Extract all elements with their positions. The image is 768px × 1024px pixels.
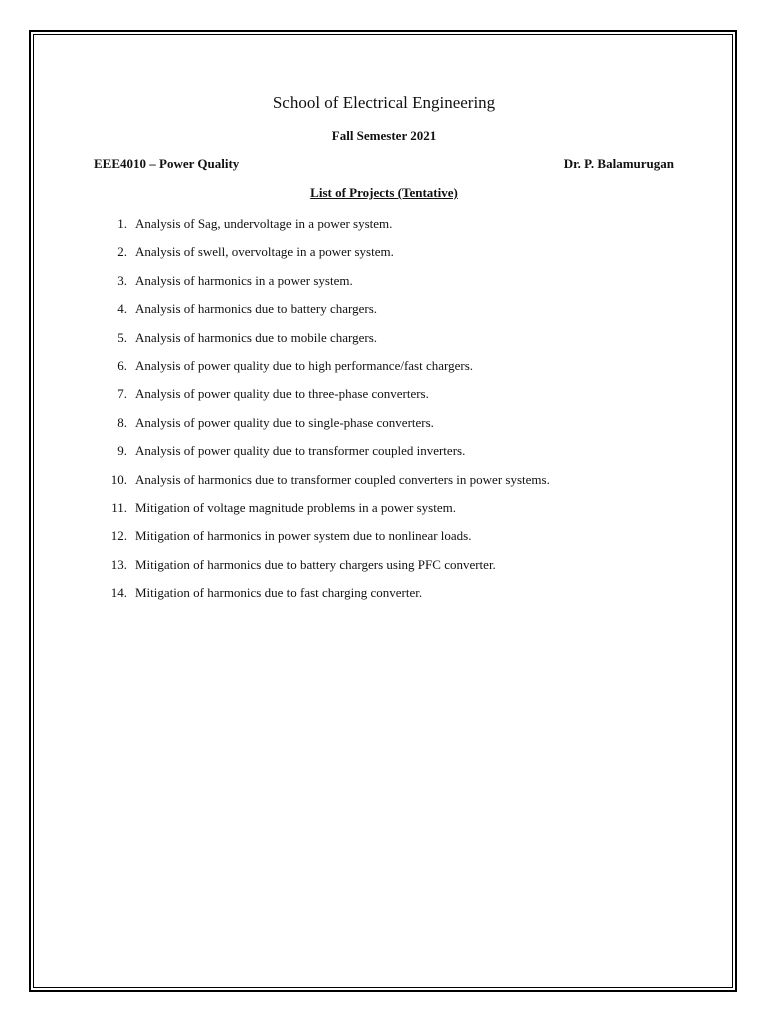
course-title: EEE4010 – Power Quality	[94, 156, 240, 171]
item-text: Analysis of power quality due to transformer coupled inverters.	[135, 443, 466, 459]
item-text: Mitigation of voltage magnitude problems in a power system.	[135, 499, 456, 515]
item-number: 4.	[117, 301, 127, 317]
item-number: 12.	[110, 528, 127, 544]
list-item	[94, 271, 714, 299]
item-text: Analysis of power quality due to three-phase converters.	[135, 386, 429, 402]
item-number: 13.	[110, 556, 127, 572]
list-item	[94, 470, 714, 498]
item-text: Analysis of Sag, undervoltage in a power system.	[135, 216, 393, 231]
item-number: 8.	[117, 414, 127, 430]
item-text: Analysis of harmonics in a power system.	[135, 272, 353, 288]
school-name: School of Electrical Engineering	[272, 93, 496, 112]
list-item	[94, 328, 714, 356]
item-text: Mitigation of harmonics in power system due to nonlinear loads.	[135, 528, 472, 544]
item-text: Analysis of power quality due to single-phase converters.	[135, 414, 434, 430]
item-number: 1.	[117, 216, 127, 231]
list-item	[94, 214, 714, 242]
list-item	[94, 583, 714, 611]
item-number: 11.	[111, 499, 127, 515]
item-number: 6.	[117, 357, 127, 373]
list-item	[94, 242, 714, 270]
item-number: 3.	[117, 272, 127, 288]
list-item	[94, 384, 714, 412]
item-number: 9.	[117, 443, 127, 459]
list-item	[94, 413, 714, 441]
list-item	[94, 441, 714, 469]
item-number: 2.	[117, 244, 127, 260]
list-item	[94, 526, 714, 554]
item-text: Analysis of harmonics due to battery chargers.	[135, 301, 377, 317]
item-text: Analysis of power quality due to high performance/fast chargers.	[135, 357, 474, 373]
item-text: Mitigation of harmonics due to fast charging converter.	[135, 585, 423, 601]
list-item	[94, 356, 714, 384]
list-item	[94, 555, 714, 583]
project-list	[94, 214, 714, 611]
item-number: 7.	[117, 386, 127, 402]
item-number: 14.	[110, 585, 127, 601]
item-number: 10.	[110, 471, 127, 487]
item-text: Analysis of harmonics due to mobile chargers.	[135, 329, 378, 345]
instructor-name: Dr. P. Balamurugan	[563, 156, 674, 171]
list-heading: List of Projects (Tentative)	[310, 185, 458, 200]
list-item	[94, 299, 714, 327]
item-number: 5.	[117, 329, 127, 345]
item-text: Analysis of swell, overvoltage in a power system.	[135, 244, 394, 260]
item-text: Mitigation of harmonics due to battery chargers using PFC converter.	[135, 556, 496, 572]
item-text: Analysis of harmonics due to transformer coupled converters in power systems.	[135, 471, 550, 487]
list-item	[94, 498, 714, 526]
semester-label: Fall Semester 2021	[331, 128, 437, 143]
